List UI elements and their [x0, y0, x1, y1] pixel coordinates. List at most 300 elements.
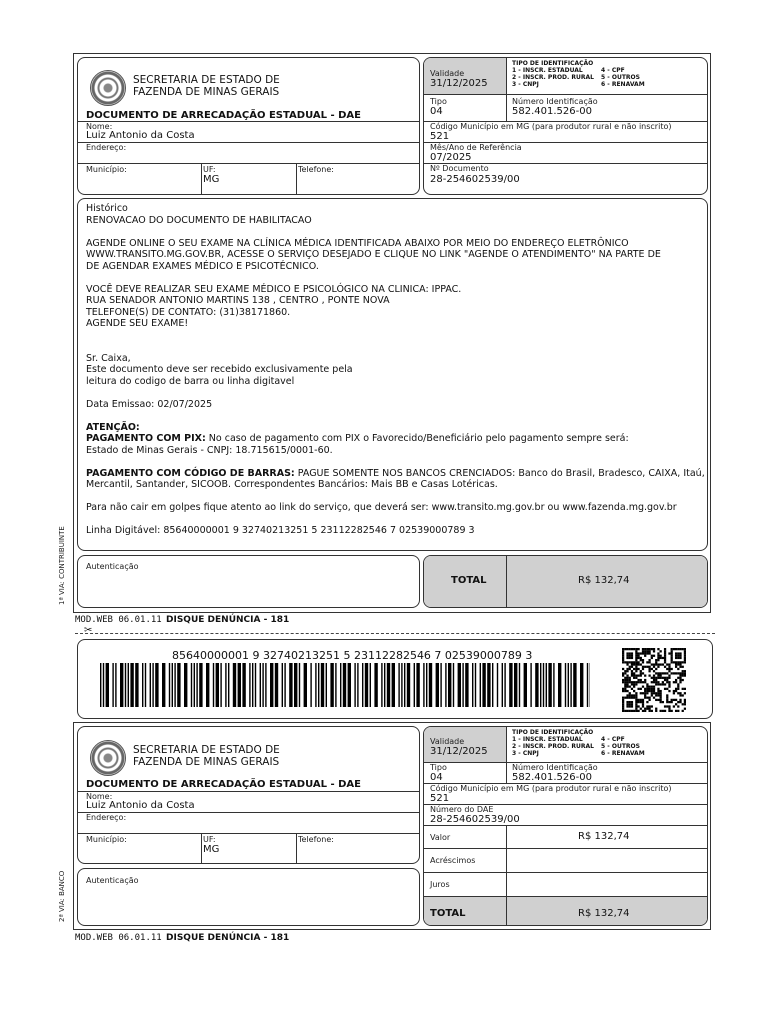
qr-module — [668, 705, 670, 707]
qr-module — [657, 657, 659, 659]
qr-module — [648, 666, 650, 668]
barcode-bar — [289, 663, 292, 707]
qr-module — [626, 652, 628, 654]
qr-module — [644, 650, 646, 652]
barcode-bar — [462, 663, 463, 707]
qr-module — [622, 657, 624, 659]
qr-module — [675, 690, 677, 692]
barcode-bar — [326, 663, 327, 707]
qr-module — [655, 668, 657, 670]
qr-module — [640, 679, 642, 681]
qr-module — [684, 692, 686, 694]
qr-module — [668, 652, 670, 654]
qr-module — [642, 666, 644, 668]
qr-module — [675, 652, 677, 654]
qr-module — [684, 701, 686, 703]
qr-module — [622, 697, 624, 699]
barcode-bar — [362, 663, 363, 707]
qr-module — [644, 710, 646, 712]
qr-module — [653, 686, 655, 688]
qr-module — [664, 677, 666, 679]
qr-module — [629, 697, 631, 699]
juros-label: Juros — [430, 880, 450, 889]
minas-gerais-emblem-icon — [90, 70, 126, 106]
qr-module — [648, 674, 650, 676]
qr-module — [644, 652, 646, 654]
qr-module — [644, 655, 646, 657]
qr-module — [642, 681, 644, 683]
qr-module — [633, 661, 635, 663]
qr-module — [629, 677, 631, 679]
ndae-label: Número do DAE — [430, 805, 494, 814]
doc-title: DOCUMENTO DE ARRECADAÇÃO ESTADUAL - DAE — [86, 110, 362, 121]
qr-module — [675, 661, 677, 663]
qr-module — [631, 703, 633, 705]
qr-module — [624, 661, 626, 663]
qr-module — [642, 699, 644, 701]
qr-module — [635, 703, 637, 705]
barcode-bar — [152, 663, 153, 707]
qr-module — [648, 686, 650, 688]
qr-module — [633, 663, 635, 665]
qr-module — [682, 710, 684, 712]
qr-module — [646, 666, 648, 668]
footer-disque: DISQUE DENÚNCIA - 181 — [166, 933, 290, 943]
qr-module — [622, 661, 624, 663]
qr-module — [684, 648, 686, 650]
qr-module — [664, 679, 666, 681]
qr-module — [653, 692, 655, 694]
barcode-bar — [448, 663, 451, 707]
barcode-bar — [384, 663, 385, 707]
qr-module — [675, 679, 677, 681]
qr-module — [637, 688, 639, 690]
qr-module — [679, 674, 681, 676]
qr-module — [622, 655, 624, 657]
pix-line — [86, 433, 705, 445]
barcode-bar — [558, 663, 561, 707]
total-value: R$ 132,74 — [578, 575, 630, 586]
barcode-bar — [348, 663, 351, 707]
qr-module — [635, 710, 637, 712]
qr-module — [679, 679, 681, 681]
qr-module — [631, 688, 633, 690]
atencao-heading: ATENÇÃO: — [86, 421, 140, 433]
qr-module — [624, 672, 626, 674]
qr-module — [626, 681, 628, 683]
qr-module — [651, 668, 653, 670]
barcode-bar — [540, 663, 541, 707]
qr-module — [662, 672, 664, 674]
barcode-bar — [145, 663, 146, 707]
qr-module — [646, 683, 648, 685]
barcode-bar — [191, 663, 192, 707]
barcode-bar — [194, 663, 195, 707]
qr-module — [677, 686, 679, 688]
qr-module — [637, 648, 639, 650]
qr-module — [671, 659, 673, 661]
qr-module — [635, 692, 637, 694]
qr-module — [644, 648, 646, 650]
qr-module — [657, 672, 659, 674]
scissors-icon: ✂ — [84, 625, 93, 636]
qr-module — [631, 648, 633, 650]
qr-module — [653, 697, 655, 699]
qr-module — [668, 668, 670, 670]
barcode-bar — [492, 663, 493, 707]
barcode-bar — [184, 663, 187, 707]
qr-module — [635, 663, 637, 665]
qr-module — [682, 688, 684, 690]
barcode-bar — [150, 663, 151, 707]
qr-module — [631, 674, 633, 676]
barcode-bar — [465, 663, 468, 707]
qr-module — [657, 659, 659, 661]
barcode-bar — [535, 663, 538, 707]
tipo-label: Tipo — [430, 763, 447, 772]
qr-module — [642, 686, 644, 688]
qr-module — [622, 652, 624, 654]
qr-module — [631, 705, 633, 707]
qr-module — [671, 701, 673, 703]
tipo-id-option: 2 - INSCR. PROD. RURAL — [512, 743, 594, 750]
telefone-label: Telefone: — [298, 165, 334, 174]
barcode-bar — [318, 663, 319, 707]
qr-module — [626, 655, 628, 657]
qr-module — [622, 681, 624, 683]
qr-module — [646, 688, 648, 690]
qr-module — [646, 705, 648, 707]
qr-module — [644, 681, 646, 683]
barcode-bar — [440, 663, 441, 707]
qr-module — [655, 679, 657, 681]
qr-module — [626, 674, 628, 676]
qr-module — [629, 701, 631, 703]
qr-module — [626, 703, 628, 705]
barcode-bar — [196, 663, 197, 707]
qr-module — [657, 652, 659, 654]
barcode-bar — [330, 663, 333, 707]
qr-module — [668, 670, 670, 672]
nome-label: Nome: — [86, 792, 113, 801]
historico-line: Este documento deve ser recebido exclusivamente pela — [86, 364, 353, 375]
qr-module — [668, 683, 670, 685]
qr-module — [653, 674, 655, 676]
barcode-bar — [365, 663, 368, 707]
qr-module — [631, 672, 633, 674]
qr-module — [682, 674, 684, 676]
qr-module — [653, 663, 655, 665]
ndoc-value: 28-254602539/00 — [430, 174, 520, 185]
qr-module — [633, 681, 635, 683]
barcode-bar — [155, 663, 158, 707]
qr-module — [679, 694, 681, 696]
qr-module — [679, 655, 681, 657]
uf-label: UF: — [203, 165, 216, 174]
qr-module — [655, 683, 657, 685]
qr-module — [655, 692, 657, 694]
qr-module — [664, 648, 666, 650]
barcode-bar — [453, 663, 454, 707]
qr-module — [671, 668, 673, 670]
qr-module — [666, 672, 668, 674]
qr-module — [684, 674, 686, 676]
qr-module — [677, 710, 679, 712]
qr-module — [682, 694, 684, 696]
barcode-bar — [242, 663, 245, 707]
qr-module — [651, 692, 653, 694]
barcode-bar — [252, 663, 253, 707]
qr-module — [664, 661, 666, 663]
qr-module — [635, 674, 637, 676]
qr-module — [653, 679, 655, 681]
qr-module — [684, 703, 686, 705]
qr-module — [657, 690, 659, 692]
qr-module — [679, 681, 681, 683]
qr-module — [635, 657, 637, 659]
barcode-bar — [174, 663, 175, 707]
qr-module — [653, 670, 655, 672]
qr-module — [679, 661, 681, 663]
qr-module — [637, 701, 639, 703]
mesano-value: 07/2025 — [430, 152, 472, 163]
qr-module — [671, 710, 673, 712]
qr-module — [660, 710, 662, 712]
golpes-warning: Para não cair em golpes fique atento ao link do serviço, que deverá ser: www.transito.mg.gov.br ou www.fazenda.mg.gov.br — [86, 502, 677, 513]
barcode-bar — [128, 663, 129, 707]
qr-module — [668, 663, 670, 665]
qr-module — [657, 655, 659, 657]
qr-module — [666, 681, 668, 683]
autenticacao-label: Autenticação — [86, 562, 139, 571]
qr-module — [675, 703, 677, 705]
qr-module — [673, 699, 675, 701]
historico-line: TELEFONE(S) DE CONTATO: (31)38171860. — [86, 306, 291, 318]
tipo-id-option: 1 - INSCR. ESTADUAL — [512, 67, 583, 74]
nome-label: Nome: — [86, 122, 113, 131]
barcode-bar — [392, 663, 395, 707]
barcode-bar — [414, 663, 415, 707]
qr-module — [635, 697, 637, 699]
qr-module — [651, 677, 653, 679]
qr-module — [677, 661, 679, 663]
qr-module — [631, 670, 633, 672]
numid-value: 582.401.526-00 — [512, 772, 592, 783]
qr-module — [664, 659, 666, 661]
secretaria-line2: FAZENDA DE MINAS GERAIS — [133, 86, 280, 98]
qr-module — [629, 666, 631, 668]
qr-module — [635, 694, 637, 696]
qr-module — [664, 657, 666, 659]
historico-line: RENOVACAO DO DOCUMENTO DE HABILITACAO — [86, 214, 312, 226]
qr-module — [664, 666, 666, 668]
qr-module — [642, 692, 644, 694]
barcode-numbers: 85640000001 9 32740213251 5 23112282546 7 02539000789 3 — [172, 649, 533, 662]
qr-module — [684, 657, 686, 659]
qr-module — [660, 677, 662, 679]
qr-module — [637, 679, 639, 681]
qr-module — [675, 657, 677, 659]
qr-module — [624, 648, 626, 650]
qr-module — [679, 657, 681, 659]
qr-module — [664, 655, 666, 657]
qr-module — [626, 690, 628, 692]
qr-module — [668, 708, 670, 710]
validade-value: 31/12/2025 — [430, 78, 488, 89]
qr-module — [637, 661, 639, 663]
tipo-id-option: 4 - CPF — [601, 736, 625, 743]
qr-module — [637, 655, 639, 657]
qr-module — [642, 668, 644, 670]
barcode-bar — [310, 663, 311, 707]
qr-module — [633, 697, 635, 699]
qr-module — [626, 661, 628, 663]
qr-module — [626, 663, 628, 665]
qr-module — [633, 690, 635, 692]
qr-module — [651, 648, 653, 650]
barcode-bar — [343, 663, 346, 707]
qr-module — [637, 705, 639, 707]
qr-module — [671, 661, 673, 663]
barcode-bar — [169, 663, 170, 707]
qr-module — [660, 701, 662, 703]
qr-module — [677, 688, 679, 690]
barcode-bar — [172, 663, 173, 707]
historico-line: RUA SENADOR ANTONIO MARTINS 138 , CENTRO , PONTE NOVA — [86, 295, 390, 306]
qr-module — [660, 655, 662, 657]
qr-module — [653, 655, 655, 657]
qr-module — [662, 681, 664, 683]
qr-module — [626, 697, 628, 699]
barcode-bar — [238, 663, 241, 707]
barcode-bar — [548, 663, 551, 707]
qr-module — [657, 648, 659, 650]
qr-module — [684, 650, 686, 652]
pix-text: No caso de pagamento com PIX o Favorecido/Beneficiário pelo pagamento sempre será: — [205, 433, 629, 444]
side-via-label: 1ª VIA: CONTRIBUINTE — [58, 526, 66, 605]
qr-module — [671, 652, 673, 654]
qr-module — [631, 661, 633, 663]
qr-module — [622, 710, 624, 712]
qr-module — [635, 670, 637, 672]
barcode-bar — [530, 663, 531, 707]
qr-module — [651, 694, 653, 696]
qr-module — [675, 672, 677, 674]
qr-module — [653, 681, 655, 683]
qr-module — [660, 694, 662, 696]
qr-module — [626, 670, 628, 672]
barcode-bar — [387, 663, 390, 707]
qr-module — [648, 650, 650, 652]
qr-module — [635, 701, 637, 703]
qr-module — [629, 648, 631, 650]
qr-module — [679, 652, 681, 654]
valor-value: R$ 132,74 — [578, 831, 630, 842]
qr-module — [622, 703, 624, 705]
qr-module — [648, 659, 650, 661]
barcode-bar — [502, 663, 503, 707]
qr-module — [684, 708, 686, 710]
qr-module — [666, 697, 668, 699]
barcode-bar — [270, 663, 273, 707]
qr-module — [653, 690, 655, 692]
barcode-bar — [100, 663, 101, 707]
qr-module — [622, 705, 624, 707]
ndoc-label: Nº Documento — [430, 164, 489, 173]
validade-label: Validade — [430, 737, 465, 746]
tipo-id-option: 3 - CNPJ — [512, 750, 539, 757]
barcode-bar — [220, 663, 221, 707]
qr-module — [644, 708, 646, 710]
qr-module — [651, 686, 653, 688]
qr-module — [646, 650, 648, 652]
qr-module — [626, 683, 628, 685]
qr-module — [624, 677, 626, 679]
qr-module — [629, 692, 631, 694]
qr-module — [666, 688, 668, 690]
telefone-label: Telefone: — [298, 835, 334, 844]
qr-module — [640, 657, 642, 659]
qr-module — [640, 688, 642, 690]
qr-module — [671, 650, 673, 652]
qr-module — [666, 705, 668, 707]
qr-module — [626, 657, 628, 659]
qr-module — [668, 681, 670, 683]
barcode-bar — [487, 663, 490, 707]
qr-module — [682, 661, 684, 663]
qr-module — [642, 650, 644, 652]
qr-module — [677, 657, 679, 659]
qr-module — [673, 661, 675, 663]
numid-label: Número Identificação — [512, 97, 598, 106]
barcode-bar — [514, 663, 517, 707]
qr-module — [640, 701, 642, 703]
qr-module — [646, 708, 648, 710]
qr-module — [682, 672, 684, 674]
uf-value: MG — [203, 844, 220, 855]
barcode-bar — [213, 663, 214, 707]
acrescimos-label: Acréscimos — [430, 856, 476, 865]
nome-value: Luiz Antonio da Costa — [86, 130, 195, 141]
qr-module — [657, 694, 659, 696]
barcode-bar — [354, 663, 355, 707]
qr-module — [677, 655, 679, 657]
qr-module — [682, 666, 684, 668]
qr-module — [666, 701, 668, 703]
barcode-bar — [340, 663, 341, 707]
qr-module — [657, 666, 659, 668]
qr-module — [653, 648, 655, 650]
tipo-id-option: 1 - INSCR. ESTADUAL — [512, 736, 583, 743]
uf-label: UF: — [203, 835, 216, 844]
qr-module — [660, 699, 662, 701]
codmun-label: Código Município em MG (para produtor rural e não inscrito) — [430, 122, 672, 131]
qr-module — [626, 705, 628, 707]
qr-module — [626, 701, 628, 703]
barcode-bar — [475, 663, 476, 707]
qr-module — [646, 652, 648, 654]
barcode-bar — [401, 663, 402, 707]
qr-module — [666, 679, 668, 681]
historico-line: AGENDE SEU EXAME! — [86, 318, 189, 329]
qr-module — [640, 681, 642, 683]
qr-module — [651, 705, 653, 707]
qr-module — [622, 648, 624, 650]
qr-module — [637, 668, 639, 670]
qr-module — [651, 710, 653, 712]
qr-module — [653, 688, 655, 690]
qr-module — [622, 708, 624, 710]
